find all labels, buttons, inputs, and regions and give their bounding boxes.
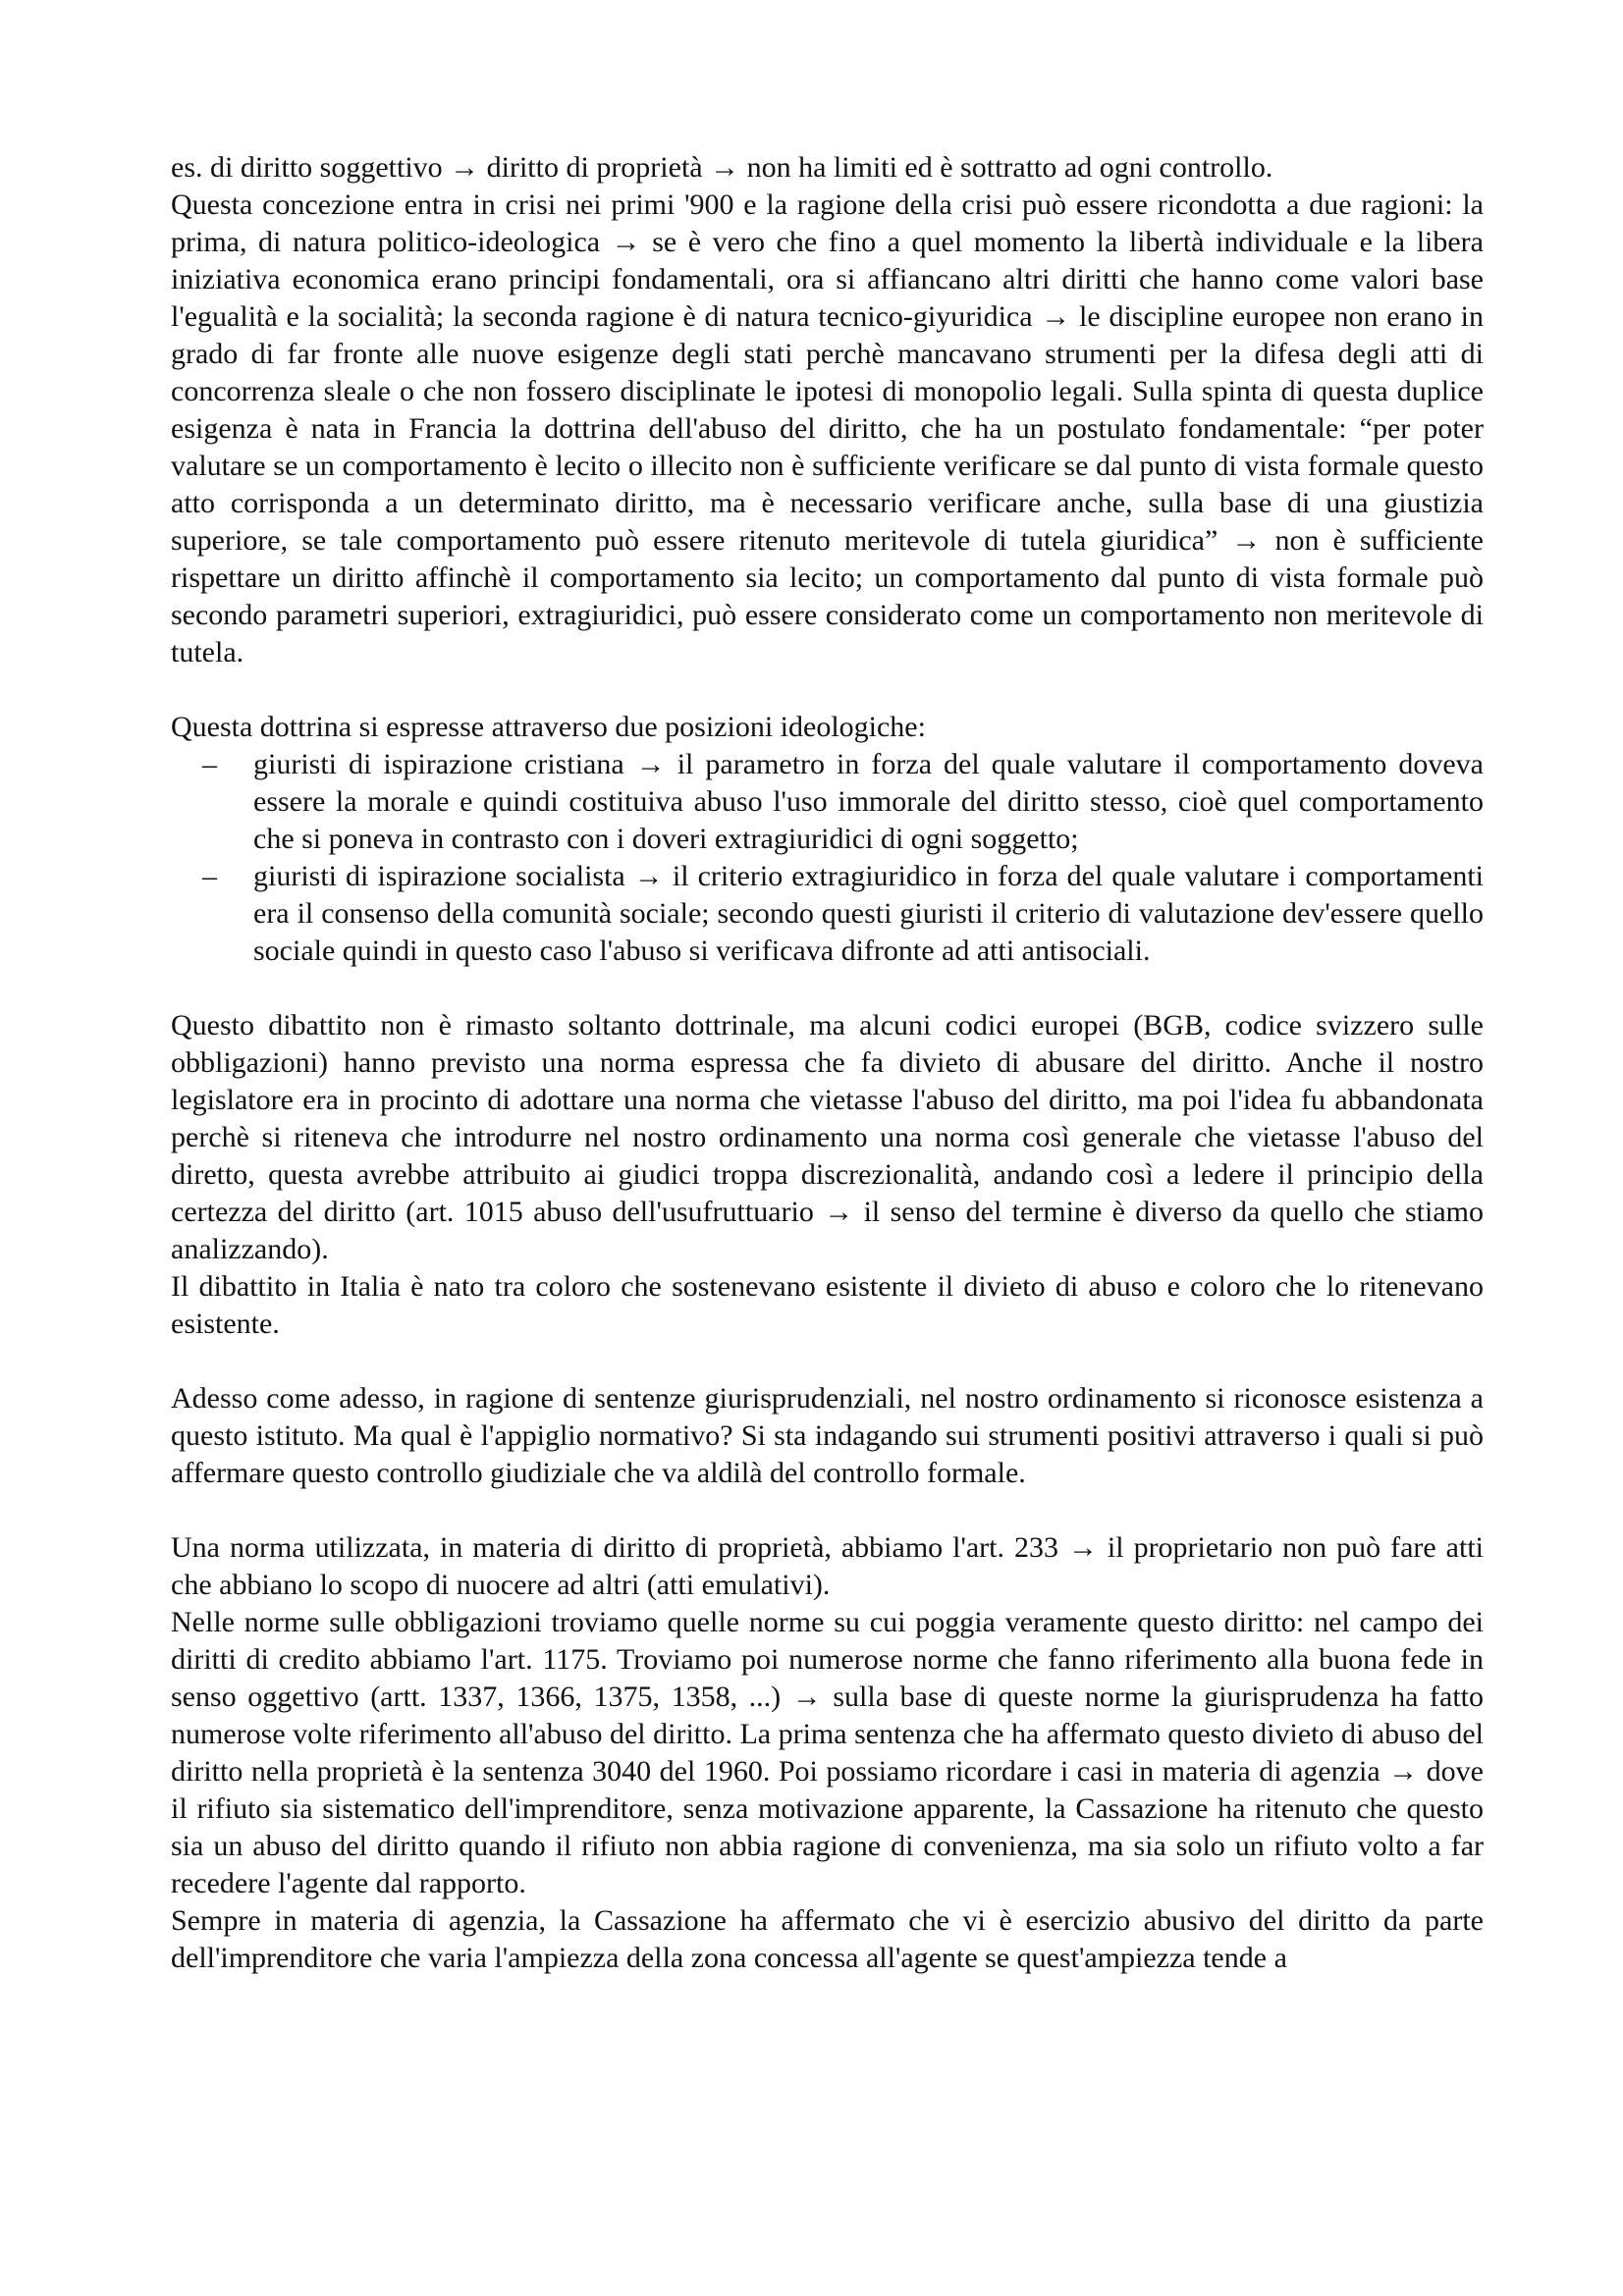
paragraph-materia-agenzia: Sempre in materia di agenzia, la Cassazione ha affermato che vi è esercizio abusivo del diritto da parte dell'imprenditore che varia l'ampiezza della zona concessa all'agente se quest'ampiezza tende a [171, 1904, 1484, 1974]
paragraph-dibattito-codici: Questo dibattito non è rimasto soltanto dottrinale, ma alcuni codici europei (BGB, codice svizzero sulle obbligazioni) hanno previsto una norma espressa che fa divieto di abusare del diritto. Anche il nostro legislatore era in procinto di adottare una norma che vietasse l'abuso del diritto, ma poi l'idea fu abbandonata perchè si riteneva che introdurre nel nostro ordinamento una norma così generale che vietasse l'abuso del diretto, questa avrebbe attribuito ai giudici troppa discrezionalità, andando così a ledere il principio della certezza del diritto (art. 1015 abuso dell'usufruttuario → il senso del termine è diverso da quello che stiamo analizzando). [171, 1009, 1484, 1265]
ideological-positions-list [171, 746, 1484, 970]
paragraph-norme-obbligazioni: Nelle norme sulle obbligazioni troviamo quelle norme su cui poggia veramente questo diritto: nel campo dei diritti di credito abbiamo l'art. 1175. Troviamo poi numerose norme che fanno riferimento alla buona fede in senso oggettivo (artt. 1337, 1366, 1375, 1358, ...) → sulla base di queste norme la giurisprudenza ha fatto numerose volte riferimento all'abuso del diritto. La prima sentenza che ha affermato questo divieto di abuso del diritto nella proprietà è la sentenza 3040 del 1960. Poi possiamo ricordare i casi in materia di agenzia → dove il rifiuto sia sistematico dell'imprenditore, senza motivazione apparente, la Cassazione ha ritenuto che questo sia un abuso del diritto quando il rifiuto non abbia ragione di convenienza, ma sia solo un rifiuto volto a far recedere l'agente dal rapporto. [171, 1606, 1484, 1899]
paragraph-dibattito-italia: Il dibattito in Italia è nato tra coloro che sostenevano esistente il divieto di abuso e coloro che lo ritenevano esistente. [171, 1270, 1484, 1340]
list-marker: – [202, 748, 217, 780]
paragraph-crisi-concezione: Questa concezione entra in crisi nei primi '900 e la ragione della crisi può essere ricondotta a due ragioni: la prima, di natura politico-ideologica → se è vero che fino a quel momento la libertà individuale e la libera iniziativa economica erano principi fondamentali, ora si affiancano altri diritti che hanno come valori base l'egualità e la socialità; la seconda ragione è di natura tecnico-giyuridica → le discipline europee non erano in grado di far fronte alle nuove esigenze degli stati perchè mancavano strumenti per la difesa degli atti di concorrenza sleale o che non fossero disciplinate le ipotesi di monopolio legali. Sulla spinta di questa duplice esigenza è nata in Francia la dottrina dell'abuso del diritto, che ha un postulato fondamentale: “per poter valutare se un comportamento è lecito o illecito non è sufficiente verificare se dal punto di vista formale questo atto corrisponda a un determinato diritto, ma è necessario verificare anche, sulla base di una giustizia superiore, se tale comportamento può essere ritenuto meritevole di tutela giuridica” → non è sufficiente rispettare un diritto affinchè il comportamento sia lecito; un comportamento dal punto di vista formale può secondo parametri superiori, extragiuridici, può essere considerato come un comportamento non meritevole di tutela. [171, 188, 1484, 668]
list-item [171, 858, 1484, 970]
paragraph-list-intro: Questa dottrina si espresse attraverso due posizioni ideologiche: [171, 711, 926, 743]
paragraph-norma-utilizzata: Una norma utilizzata, in materia di diritto di proprietà, abbiamo l'art. 233 → il proprietario non può fare atti che abbiano lo scopo di nuocere ad altri (atti emulativi). [171, 1531, 1484, 1601]
list-item [171, 746, 1484, 858]
list-item-text: giuristi di ispirazione socialista → il criterio extragiuridico in forza del quale valutare i comportamenti era il consenso della comunità sociale; secondo questi giuristi il criterio di valutazione dev'essere quello sociale quindi in questo caso l'abuso si verificava difronte ad atti antisociali. [253, 860, 1484, 967]
paragraph-es-diritto-soggettivo: es. di diritto soggettivo → diritto di proprietà → non ha limiti ed è sottratto ad ogni controllo. [171, 151, 1273, 184]
paragraph-adesso-come-adesso: Adesso come adesso, in ragione di sentenze giurisprudenziali, nel nostro ordinamento si riconosce esistenza a questo istituto. Ma qual è l'appiglio normativo? Si sta indagando sui strumenti positivi attraverso i quali si può affermare questo controllo giudiziale che va aldilà del controllo formale. [171, 1382, 1484, 1489]
document-body [171, 149, 1484, 1977]
list-item-text: giuristi di ispirazione cristiana → il parametro in forza del quale valutare il comportamento doveva essere la morale e quindi costituiva abuso l'uso immorale del diritto stesso, cioè quel comportamento che si poneva in contrasto con i doveri extragiuridici di ogni soggetto; [253, 748, 1484, 855]
list-marker: – [202, 860, 217, 892]
